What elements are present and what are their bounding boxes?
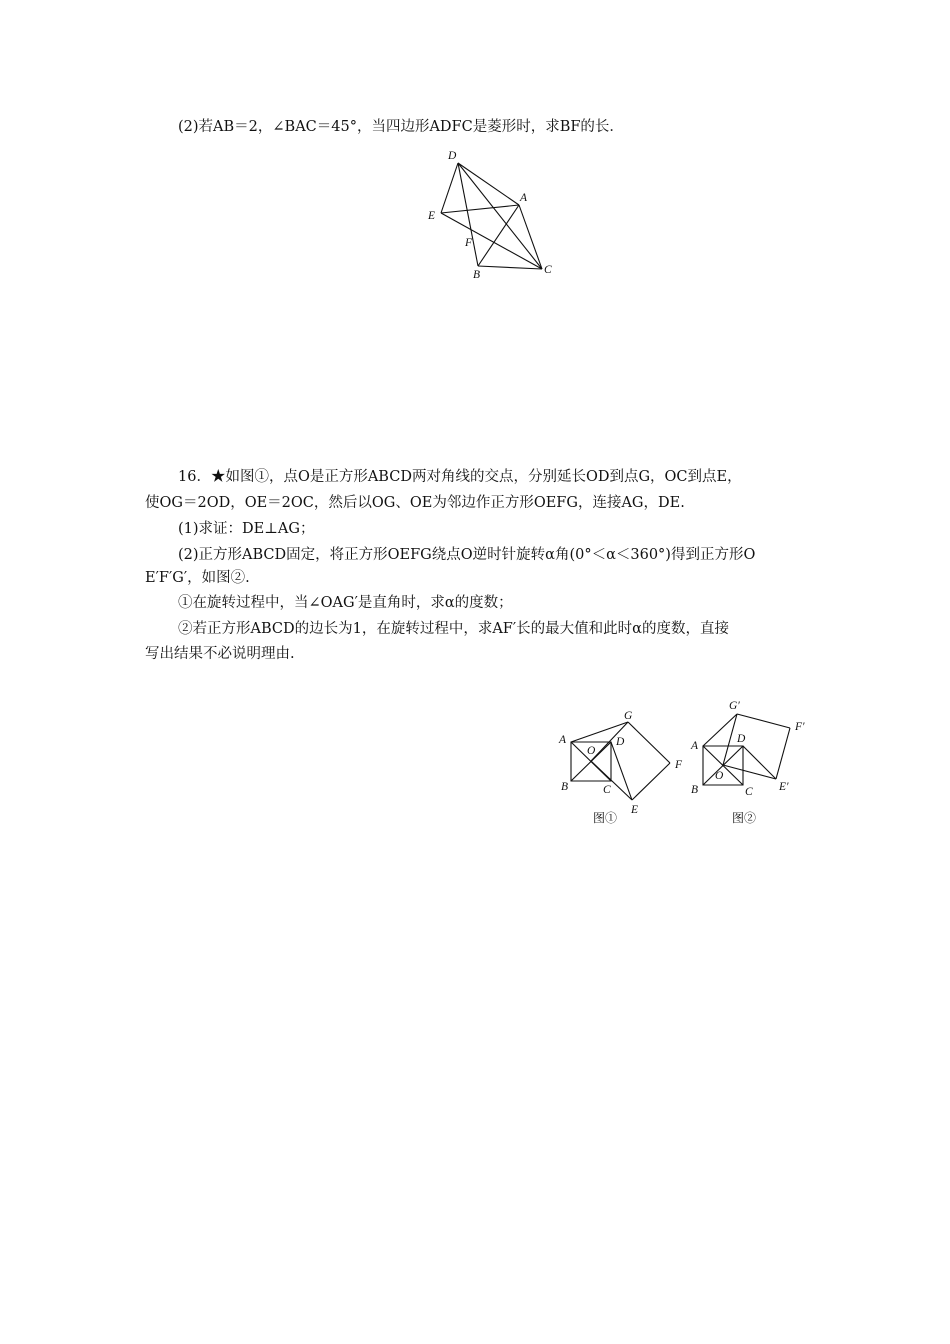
label-D-top: D [448, 150, 457, 162]
label-B-top: B [473, 269, 481, 281]
fig2-label-G: G′ [729, 700, 740, 712]
problem16-line5: E′F′G′，如图②. [145, 570, 250, 586]
fig2-label-A: A [691, 740, 699, 752]
label-C-top: C [544, 264, 552, 276]
fig1-caption: 图① [593, 811, 618, 825]
fig1-label-A: A [559, 734, 567, 746]
problem16-line4: (2)正方形ABCD固定，将正方形OEFG绕点O逆时针旋转α角(0°＜α＜360°)得到正方形O [178, 547, 756, 563]
fig2-label-E: E′ [779, 781, 789, 793]
fig1-label-E: E [631, 804, 639, 816]
fig1-label-C: C [603, 784, 611, 796]
problem16-line8: 写出结果不必说明理由. [145, 646, 295, 662]
fig2-label-F: F′ [795, 721, 805, 733]
fig2-caption: 图② [732, 811, 757, 825]
fig1-label-D: D [616, 736, 625, 748]
fig1-label-F: F [675, 759, 683, 771]
fig2-label-D: D [737, 733, 746, 745]
fig1-label-O: O [587, 745, 596, 757]
problem16-line2: 使OG＝2OD，OE＝2OC，然后以OG、OE为邻边作正方形OEFG，连接AG，DE. [145, 495, 685, 511]
problem16-line3: (1)求证：DE⊥AG； [178, 521, 315, 537]
fig1-label-B: B [561, 781, 569, 793]
label-A-top: A [520, 192, 528, 204]
fig1-label-G: G [624, 710, 633, 722]
label-E-top: E [428, 210, 436, 222]
problem16-line6: ①在旋转过程中，当∠OAG′是直角时，求α的度数； [178, 595, 513, 611]
problem16-line1: 16．★如图①，点O是正方形ABCD两对角线的交点，分别延长OD到点G，OC到点E， [178, 469, 742, 485]
fig2-label-O: O [715, 770, 724, 782]
fig2-label-B: B [691, 784, 699, 796]
label-F-top: F [465, 237, 473, 249]
problem16-line7: ②若正方形ABCD的边长为1，在旋转过程中，求AF′长的最大值和此时α的度数，直接 [178, 621, 729, 637]
fig2-label-C: C [745, 786, 753, 798]
problem15-part2: (2)若AB＝2，∠BAC＝45°，当四边形ADFC是菱形时，求BF的长． [178, 119, 624, 135]
